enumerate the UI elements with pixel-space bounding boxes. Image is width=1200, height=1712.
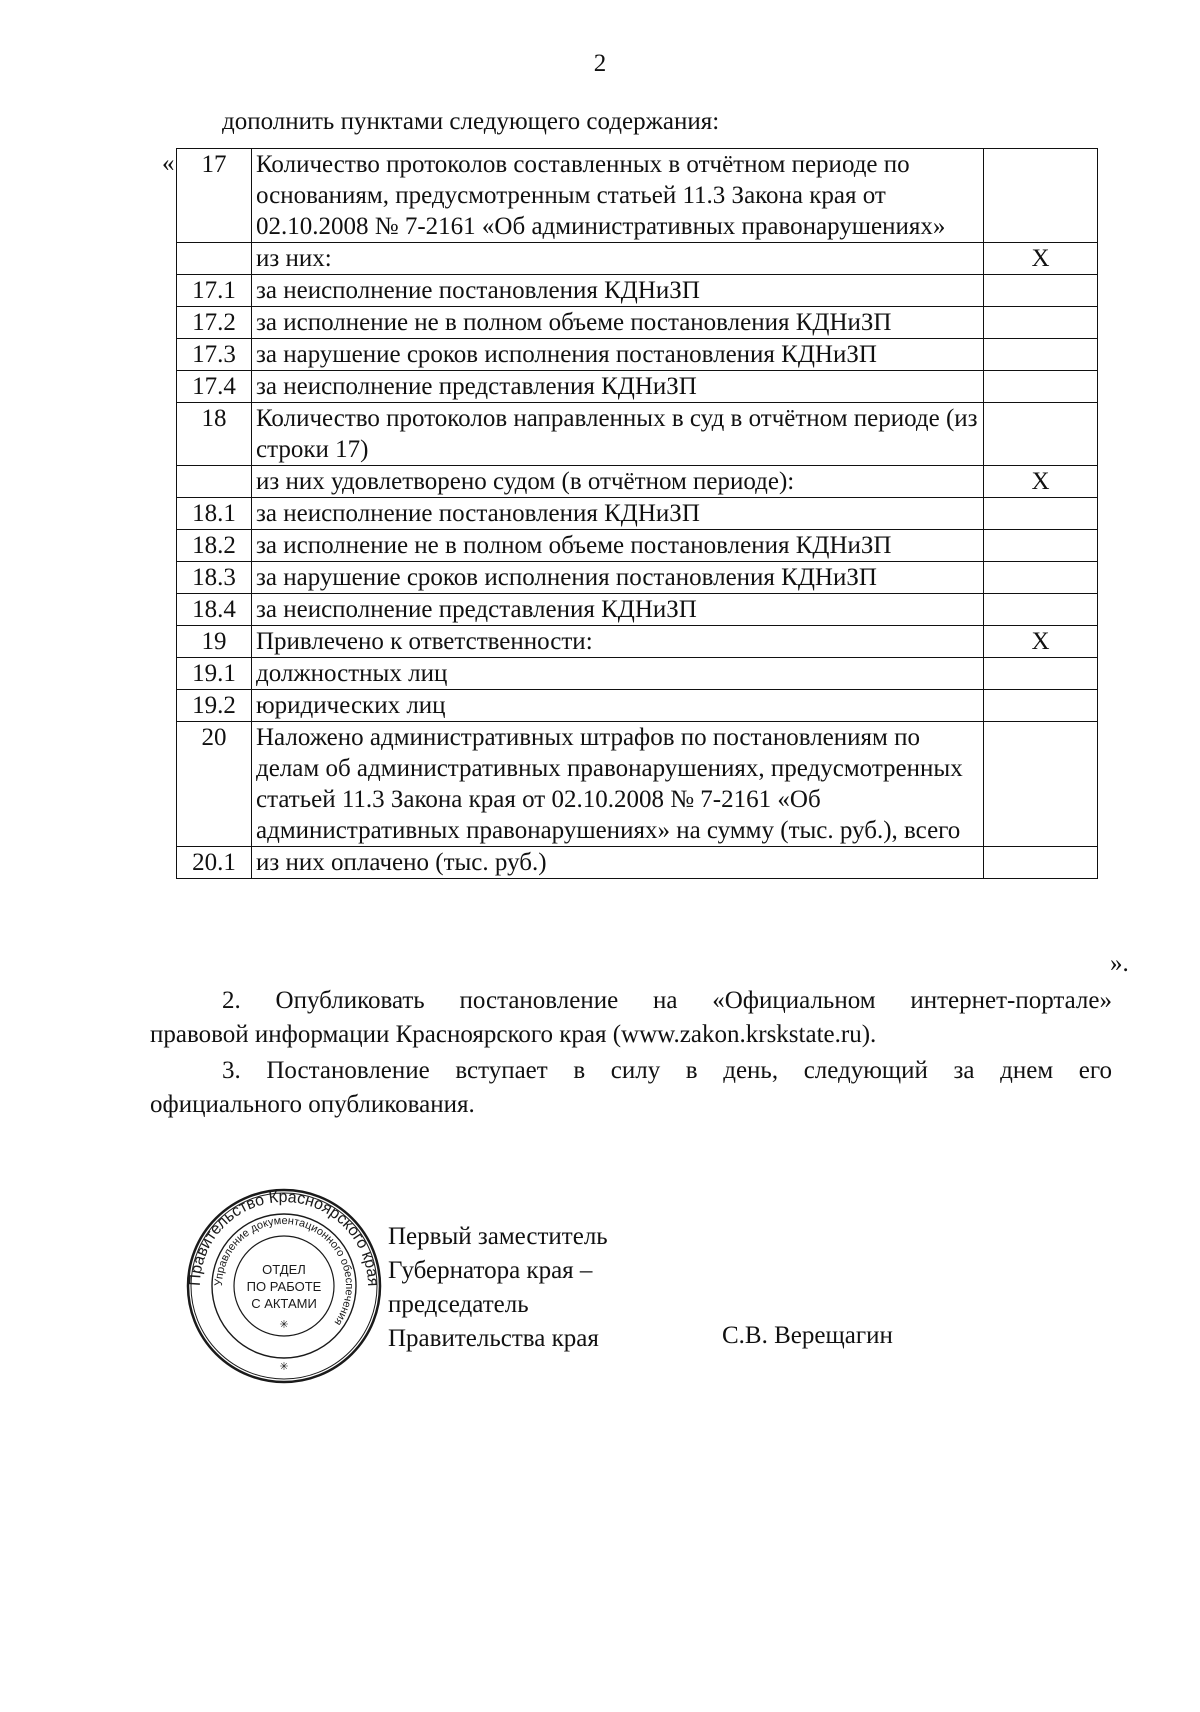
row-number: 19.1: [177, 658, 252, 690]
row-description: из них удовлетворено судом (в отчётном периоде):: [252, 466, 984, 498]
row-number: 18.4: [177, 594, 252, 626]
table-row: [177, 339, 1098, 371]
statistics-table: [176, 148, 1098, 879]
table-row: [177, 149, 1098, 243]
table-row: [177, 498, 1098, 530]
opening-quote: «: [162, 150, 175, 177]
row-mark: [984, 722, 1098, 847]
row-number: 19: [177, 626, 252, 658]
official-stamp: [186, 1188, 382, 1384]
row-number: [177, 243, 252, 275]
row-mark: [984, 403, 1098, 466]
stamp-star-icon: ✳: [279, 1361, 289, 1373]
table-row: [177, 466, 1098, 498]
row-mark: X: [984, 243, 1098, 275]
row-description: из них оплачено (тыс. руб.): [252, 847, 984, 879]
row-description: за исполнение не в полном объеме постановления КДНиЗП: [252, 307, 984, 339]
row-mark: X: [984, 626, 1098, 658]
row-description: за нарушение сроков исполнения постановления КДНиЗП: [252, 562, 984, 594]
table-row: [177, 275, 1098, 307]
stamp-star-icon: ✳: [279, 1319, 289, 1331]
row-number: 17.3: [177, 339, 252, 371]
paragraph-2-line2: правовой информации Красноярского края (www.zakon.krskstate.ru).: [150, 1021, 877, 1048]
position-line: Губернатора края –: [388, 1257, 593, 1284]
paragraph-2: [150, 984, 1112, 1052]
table-row: [177, 403, 1098, 466]
row-mark: [984, 530, 1098, 562]
position-line: Первый заместитель: [388, 1223, 608, 1250]
table-row: [177, 594, 1098, 626]
row-number: 18: [177, 403, 252, 466]
row-number: 17: [177, 149, 252, 243]
row-number: [177, 466, 252, 498]
row-number: 20.1: [177, 847, 252, 879]
row-description: из них:: [252, 243, 984, 275]
table-row: [177, 243, 1098, 275]
row-number: 18.1: [177, 498, 252, 530]
row-description: Количество протоколов составленных в отчётном периоде по основаниям, предусмотренным статьей 11.3 Закона края от 02.10.2008 № 7-2161 «Об административных правонарушениях»: [252, 149, 984, 243]
row-description: за неисполнение представления КДНиЗП: [252, 594, 984, 626]
stamp-outer-text: Правительство Красноярского края: [186, 1188, 382, 1287]
row-description: юридических лиц: [252, 690, 984, 722]
row-description: Привлечено к ответственности:: [252, 626, 984, 658]
row-description: за нарушение сроков исполнения постановления КДНиЗП: [252, 339, 984, 371]
row-mark: X: [984, 466, 1098, 498]
row-mark: [984, 307, 1098, 339]
row-mark: [984, 690, 1098, 722]
row-number: 18.2: [177, 530, 252, 562]
table-body: [177, 149, 1098, 879]
signatory-position: [388, 1220, 608, 1356]
row-description: Количество протоколов направленных в суд в отчётном периоде (из строки 17): [252, 403, 984, 466]
closing-quote: ».: [1110, 950, 1129, 977]
row-description: должностных лиц: [252, 658, 984, 690]
row-number: 20: [177, 722, 252, 847]
row-description: за неисполнение постановления КДНиЗП: [252, 498, 984, 530]
intro-text: дополнить пунктами следующего содержания:: [222, 108, 720, 135]
row-number: 19.2: [177, 690, 252, 722]
stamp-center-line1: ОТДЕЛ: [262, 1262, 306, 1277]
row-mark: [984, 498, 1098, 530]
signatory-name: С.В. Верещагин: [722, 1322, 893, 1349]
table-row: [177, 847, 1098, 879]
row-number: 18.3: [177, 562, 252, 594]
stamp-center-line2: ПО РАБОТЕ: [246, 1279, 322, 1294]
table-row: [177, 722, 1098, 847]
position-line: председатель: [388, 1291, 529, 1318]
row-mark: [984, 371, 1098, 403]
table-row: [177, 562, 1098, 594]
paragraph-2-line1: 2. Опубликовать постановление на «Официальном интернет-портале»: [222, 987, 1112, 1014]
row-description: за исполнение не в полном объеме постановления КДНиЗП: [252, 530, 984, 562]
row-mark: [984, 658, 1098, 690]
row-description: Наложено административных штрафов по постановлениям по делам об административных правонарушениях, предусмотренных статьей 11.3 Закона края от 02.10.2008 № 7-2161 «Об административных правонарушениях» на сумму (тыс. руб.), всего: [252, 722, 984, 847]
row-description: за неисполнение постановления КДНиЗП: [252, 275, 984, 307]
row-number: 17.4: [177, 371, 252, 403]
stamp-center-line3: С АКТАМИ: [251, 1296, 317, 1311]
stamp-inner-text: Управление документационного обеспечения: [212, 1214, 356, 1328]
row-description: за неисполнение представления КДНиЗП: [252, 371, 984, 403]
row-mark: [984, 594, 1098, 626]
table-row: [177, 307, 1098, 339]
paragraph-3-line2: официального опубликования.: [150, 1091, 475, 1118]
table-row: [177, 626, 1098, 658]
row-mark: [984, 149, 1098, 243]
row-mark: [984, 847, 1098, 879]
table-row: [177, 530, 1098, 562]
table-row: [177, 690, 1098, 722]
row-number: 17.2: [177, 307, 252, 339]
table-row: [177, 371, 1098, 403]
table-row: [177, 658, 1098, 690]
row-mark: [984, 562, 1098, 594]
position-line: Правительства края: [388, 1325, 599, 1352]
row-mark: [984, 275, 1098, 307]
paragraph-3-line1: 3. Постановление вступает в силу в день, следующий за днем его: [222, 1057, 1112, 1084]
paragraph-3: [150, 1054, 1112, 1122]
page-number: 2: [593, 50, 607, 77]
row-number: 17.1: [177, 275, 252, 307]
row-mark: [984, 339, 1098, 371]
